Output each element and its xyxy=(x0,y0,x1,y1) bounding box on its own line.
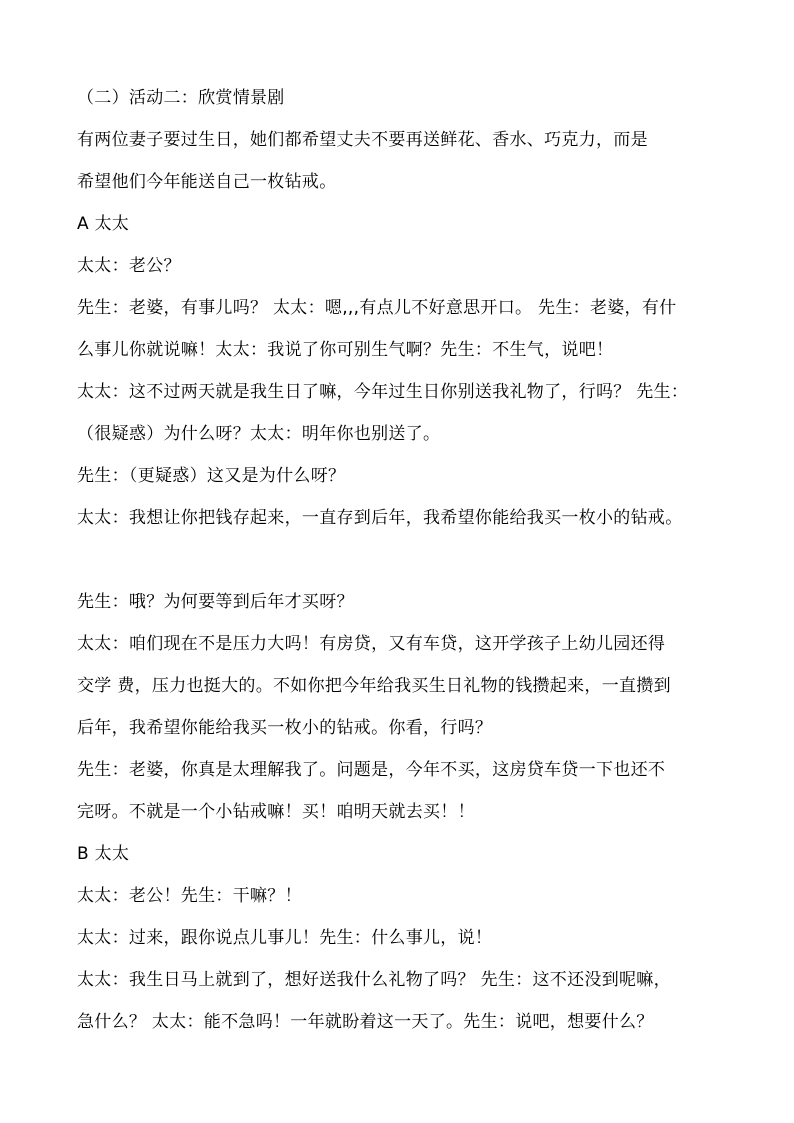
scene-heading-b: B 太太 xyxy=(77,844,130,864)
dialogue-line: 么事儿你就说嘛！太太：我说了你可别生气啊？先生：不生气，说吧！ xyxy=(77,340,614,360)
section-heading: （二）活动二：欣赏情景剧 xyxy=(77,88,285,108)
dialogue-line: 急什么？ 太太：能不急吗！一年就盼着这一天了。先生：说吧，想要什么？ xyxy=(77,1012,654,1032)
dialogue-line: 先生：老婆，有事儿吗？ 太太：嗯,,,有点儿不好意思开口。 先生：老婆，有什 xyxy=(77,298,677,318)
dialogue-line: 后年，我希望你能给我买一枚小的钻戒。你看，行吗？ xyxy=(77,718,493,738)
dialogue-line: 先生：老婆，你真是太理解我了。问题是，今年不买，这房贷车贷一下也还不 xyxy=(77,760,666,780)
dialogue-line: 太太：咱们现在不是压力大吗！有房贷，又有车贷，这开学孩子上幼儿园还得 xyxy=(77,634,666,654)
dialogue-line: 太太：我生日马上就到了，想好送我什么礼物了吗？ 先生：这不还没到呢嘛， xyxy=(77,970,671,990)
paragraph-line: 有两位妻子要过生日，她们都希望丈夫不要再送鲜花、香水、巧克力，而是 xyxy=(77,130,648,150)
dialogue-line: 先生：（更疑惑）这又是为什么呀？ xyxy=(77,466,346,486)
dialogue-line: 先生：哦？为何要等到后年才买呀？ xyxy=(77,592,354,612)
paragraph-line: 希望他们今年能送自己一枚钻戒。 xyxy=(77,172,337,192)
dialogue-line: 太太：我想让你把钱存起来，一直存到后年，我希望你能给我买一枚小的钻戒。 xyxy=(77,508,683,528)
dialogue-line: 交学 费，压力也挺大的。不如你把今年给我买生日礼物的钱攒起来，一直攒到 xyxy=(77,676,671,696)
dialogue-line: 太太：老公！先生：干嘛？！ xyxy=(77,886,302,906)
dialogue-line: 太太：老公？ xyxy=(77,256,181,276)
dialogue-line: 太太：这不过两天就是我生日了嘛，今年过生日你别送我礼物了，行吗？ 先生： xyxy=(77,382,689,402)
dialogue-line: 完呀。不就是一个小钻戒嘛！买！咱明天就去买！！ xyxy=(77,802,475,822)
scene-heading-a: A 太太 xyxy=(77,214,130,234)
dialogue-line: 太太：过来，跟你说点儿事儿！先生：什么事儿，说！ xyxy=(77,928,493,948)
dialogue-line: （很疑惑）为什么呀？太太：明年你也别送了。 xyxy=(77,424,441,444)
